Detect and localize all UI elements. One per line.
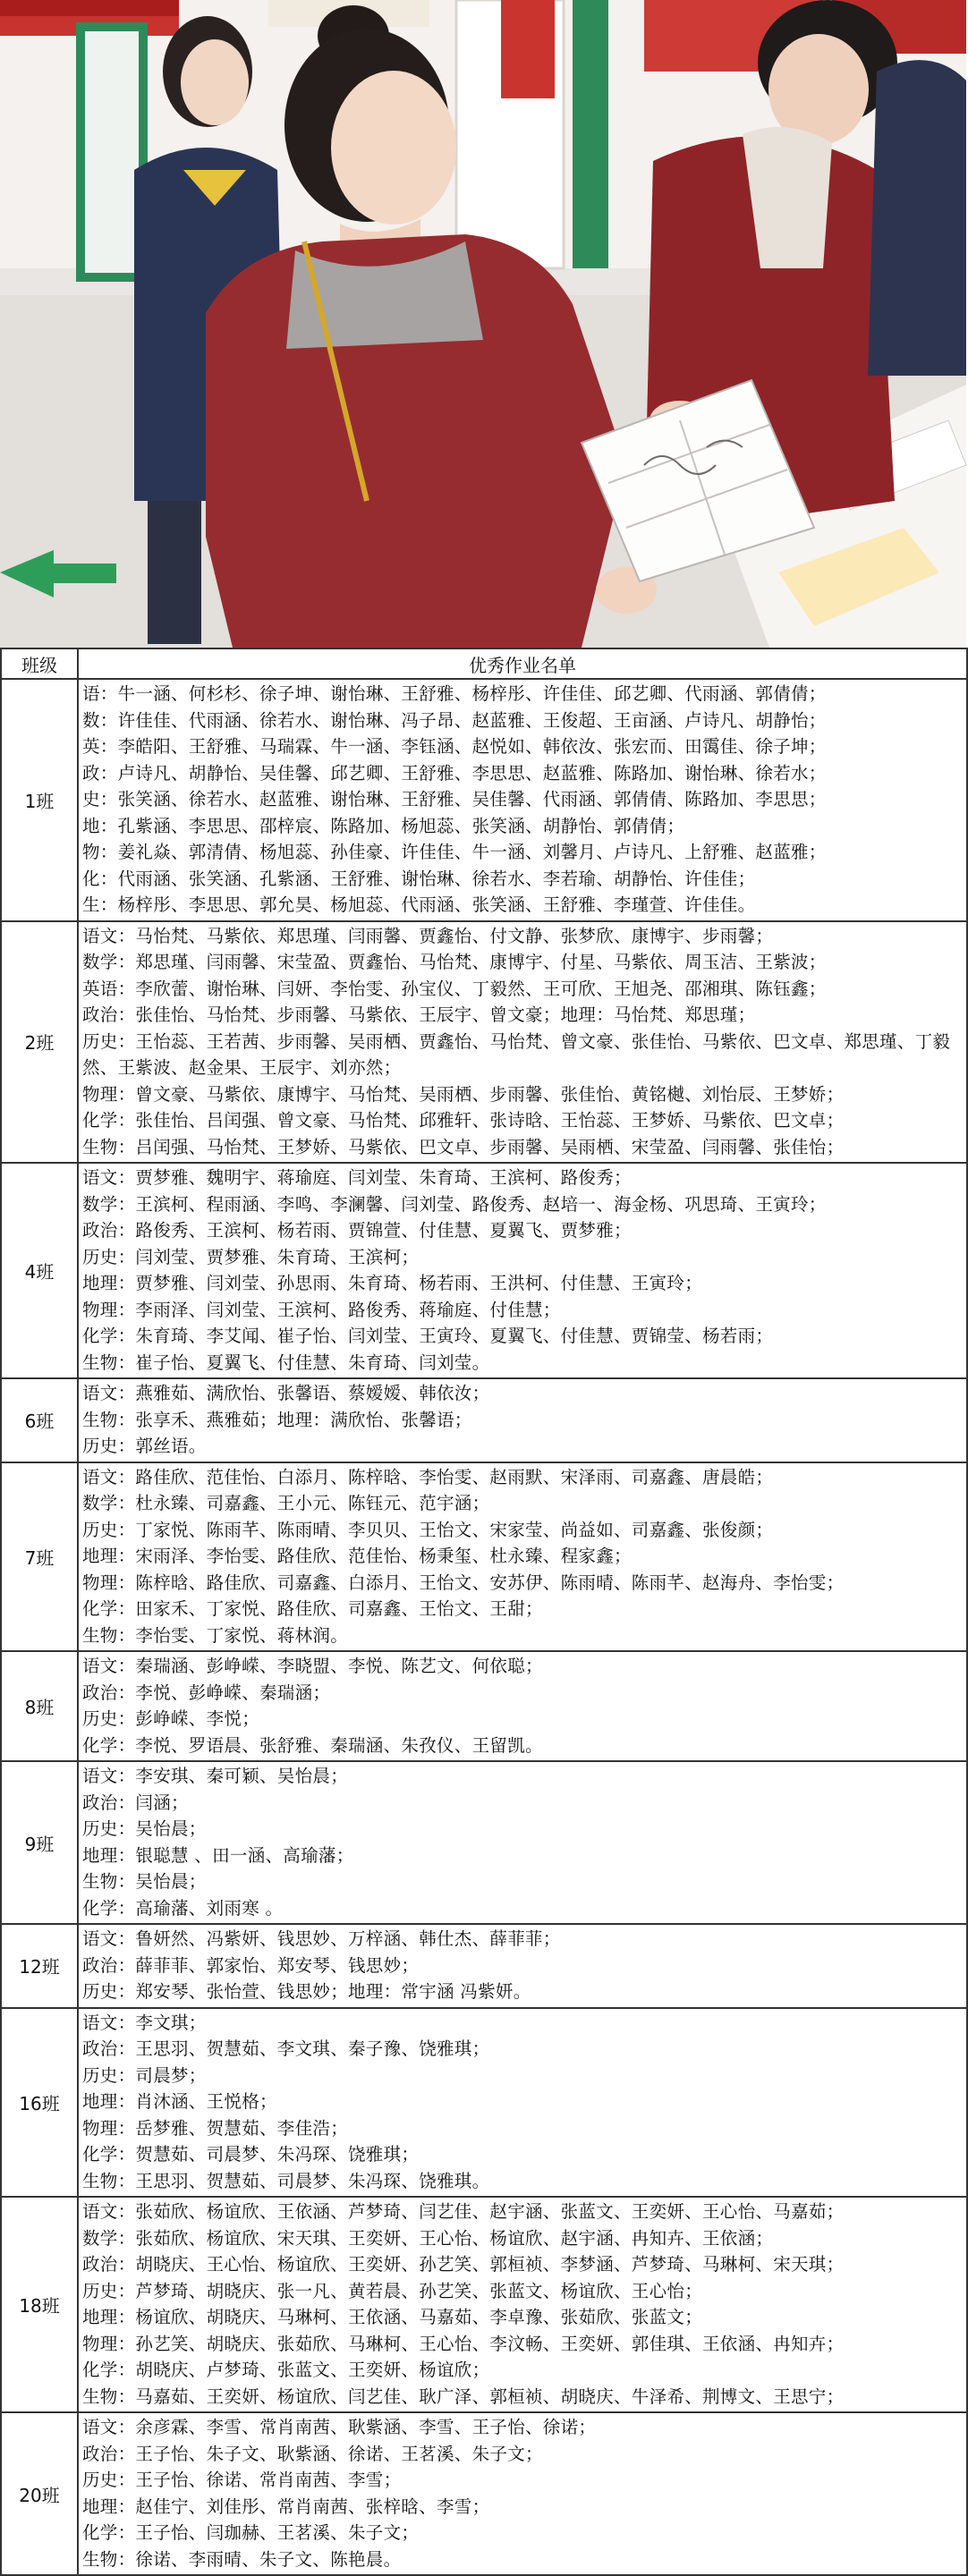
subject-line: 语文：李文琪； <box>82 2012 207 2033</box>
class-name-cell: 1班 <box>1 679 78 921</box>
class-name-cell: 7班 <box>1 1462 78 1652</box>
class-name-cell: 18班 <box>1 2197 78 2412</box>
subject-line: 化：代雨涵、张笑涵、孔紫涵、王舒雅、谢怡琳、徐若水、李若瑜、胡静怡、许佳佳； <box>82 868 756 889</box>
class-name-cell: 20班 <box>1 2412 78 2575</box>
subject-line: 物：姜礼焱、郭清倩、杨旭蕊、孙佳豪、许佳佳、牛一涵、刘馨月、卢诗凡、上舒雅、赵蓝雅； <box>82 842 827 862</box>
subject-line: 政治：薛菲菲、郭家怡、郑安琴、钱思妙； <box>82 1954 420 1976</box>
subject-line: 语文：李安琪、秦可颖、吴怡晨； <box>82 1766 349 1786</box>
student-names-cell <box>78 1651 967 1761</box>
student-names-cell <box>78 2197 967 2412</box>
table-header-row <box>1 648 967 679</box>
student-names-cell <box>78 2412 967 2575</box>
subject-line: 化学：田家禾、丁家悦、路佳欣、司嘉鑫、王怡文、王甜； <box>82 1598 543 1619</box>
student-names-cell <box>78 1378 967 1462</box>
subject-line: 地：孔紫涵、李思思、邵梓宸、陈路加、杨旭蕊、张笑涵、胡静怡、郭倩倩； <box>82 815 685 836</box>
student-names-cell <box>78 1163 967 1378</box>
subject-line: 语文：贾梦雅、魏明宇、蒋瑜庭、闫刘莹、朱育琦、王滨柯、路俊秀； <box>82 1167 632 1188</box>
subject-line: 化学：贺慧茹、司晨梦、朱冯琛、饶雅琪； <box>82 2144 420 2165</box>
subject-line: 物理：岳梦雅、贺慧茹、李佳浩； <box>82 2117 349 2139</box>
subject-line: 政治：王子怡、朱子文、耿紫涵、徐诺、王茗溪、朱子文； <box>82 2443 543 2464</box>
subject-line: 化学：王子怡、闫珈赫、王茗溪、朱子文； <box>82 2522 420 2543</box>
subject-line: 地理：肖沐涵、王悦格； <box>82 2091 277 2112</box>
table-body <box>1 679 967 2575</box>
green-door-frame <box>81 27 143 277</box>
subject-line: 语文：余彦霖、李雪、常肖南茜、耿紫涵、李雪、王子怡、徐诺； <box>82 2417 597 2437</box>
class-name-cell: 8班 <box>1 1651 78 1761</box>
subject-line: 生物：马嘉茹、王奕妍、杨谊欣、闫艺佳、耿广泽、郭桓祯、胡晓庆、牛泽希、荆博文、王思宁； <box>82 2385 845 2407</box>
subject-line: 化学：张佳怡、吕闰强、曾文豪、马怡梵、邱雅轩、张诗晗、王怡蕊、王梦娇、马紫依、巴文卓； <box>82 1110 845 1131</box>
subject-line: 物理：李雨泽、闫刘莹、王滨柯、路俊秀、蒋瑜庭、付佳慧； <box>82 1299 561 1320</box>
subject-line: 地理：宋雨泽、李怡雯、路佳欣、范佳怡、杨秉玺、杜永臻、程家鑫； <box>82 1546 632 1566</box>
subject-line: 数学：张茹欣、杨谊欣、宋天琪、王奕妍、王心怡、杨谊欣、赵宇涵、冉知卉、王依涵； <box>82 2227 774 2249</box>
subject-line: 生：杨梓彤、李思思、郭允昊、杨旭蕊、代雨涵、张笑涵、王舒雅、李瑾萱、许佳佳。 <box>82 894 756 915</box>
student-left-face <box>181 39 249 125</box>
names-column-header: 优秀作业名单 <box>78 648 967 679</box>
subject-line: 历史：郑安琴、张怡萱、钱思妙；地理：常宇涵 冯紫妍。 <box>82 1981 531 2002</box>
student-names-cell <box>78 1924 967 2008</box>
student-names-cell <box>78 1462 967 1652</box>
table-row <box>1 1651 967 1761</box>
subject-line: 史：张笑涵、徐若水、赵蓝雅、谢怡琳、王舒雅、吴佳馨、代雨涵、郭倩倩、陈路加、李思思； <box>82 789 827 809</box>
subject-line: 语文：燕雅茹、满欣怡、张馨语、蔡嫒嫒、韩依汝； <box>82 1383 490 1403</box>
subject-line: 生物：李怡雯、丁家悦、蒋林润。 <box>82 1624 349 1646</box>
subject-line: 历史：郭丝语。 <box>82 1436 207 1456</box>
subject-line: 政治：闫涵； <box>82 1792 189 1813</box>
table-row <box>1 1462 967 1652</box>
subject-line: 物理：陈梓晗、路佳欣、司嘉鑫、白添月、王怡文、安苏伊、陈雨晴、陈雨芊、赵海舟、李怡雯； <box>82 1572 845 1593</box>
table-row <box>1 2197 967 2412</box>
student-names-cell <box>78 1761 967 1924</box>
subject-line: 语文：鲁妍然、冯紫妍、钱思妙、万梓涵、韩仕杰、薛菲菲； <box>82 1928 561 1949</box>
subject-line: 语文：张茹欣、杨谊欣、王依涵、芦梦琦、闫艺佳、赵宇涵、张蓝文、王奕妍、王心怡、马嘉茹； <box>82 2201 845 2222</box>
class-name-cell: 2班 <box>1 921 78 1164</box>
subject-line: 物理：孙艺笑、胡晓庆、张茹欣、马琳柯、王心怡、李汶畅、王奕妍、郭佳琪、王依涵、冉知卉； <box>82 2333 845 2354</box>
table-row <box>1 1761 967 1924</box>
table-row <box>1 1163 967 1378</box>
table-row <box>1 1378 967 1462</box>
subject-line: 语文：秦瑞涵、彭峥嵘、李晓盟、李悦、陈艺文、何依聪； <box>82 1656 543 1676</box>
main-student-face <box>331 71 456 225</box>
student-names-cell <box>78 921 967 1164</box>
class-column-header: 班级 <box>1 648 78 679</box>
subject-line: 历史：王怡蕊、王若茜、步雨馨、吴雨栖、贾鑫怡、马怡梵、曾文豪、张佳怡、马紫依、巴文卓、郑思瑾、丁毅然、王紫波、赵金果、王辰宇、刘亦然； <box>82 1030 951 1078</box>
subject-line: 政：卢诗凡、胡静怡、吴佳馨、邱艺卿、王舒雅、李思思、赵蓝雅、陈路加、谢怡琳、徐若水； <box>82 762 827 784</box>
table-row <box>1 2008 967 2198</box>
red-poster <box>501 0 555 98</box>
subject-line: 生物：王思羽、贺慧茹、司晨梦、朱冯琛、饶雅琪。 <box>82 2170 490 2191</box>
subject-line: 地理：赵佳宁、刘佳彤、常肖南茜、张梓晗、李雪； <box>82 2496 490 2517</box>
subject-line: 化学：李悦、罗语晨、张舒雅、秦瑞涵、朱孜仪、王留凯。 <box>82 1734 543 1756</box>
table-row <box>1 1924 967 2008</box>
class-name-cell: 9班 <box>1 1761 78 1924</box>
subject-line: 政治：李悦、彭峥嵘、秦瑞涵； <box>82 1682 331 1703</box>
subject-line: 历史：闫刘莹、贾梦雅、朱育琦、王滨柯； <box>82 1246 420 1267</box>
subject-line: 生物：徐诺、李雨晴、朱子文、陈艳晨。 <box>82 2548 402 2570</box>
subject-line: 化学：高瑜藩、刘雨寒 。 <box>82 1897 284 1919</box>
subject-line: 政治：王思羽、贺慧茹、李文琪、秦子豫、饶雅琪； <box>82 2038 490 2059</box>
subject-line: 数学：郑思瑾、闫雨馨、宋莹盈、贾鑫怡、马怡梵、康博宇、付星、马紫依、周玉洁、王紫波； <box>82 952 827 972</box>
subject-line: 语文：马怡梵、马紫依、郑思瑾、闫雨馨、贾鑫怡、付文静、张梦欣、康博宇、步雨馨； <box>82 925 774 946</box>
table-row <box>1 921 967 1164</box>
student-names-cell <box>78 679 967 921</box>
subject-line: 英语：李欣蕾、谢怡琳、闫妍、李怡雯、孙宝仪、丁毅然、王可欣、王旭尧、邵湘琪、陈钰鑫； <box>82 978 827 999</box>
subject-line: 政治：张佳怡、马怡梵、步雨馨、马紫依、王辰宇、曾文豪；地理：马怡梵、郑思瑾； <box>82 1004 756 1025</box>
subject-line: 历史：王子怡、徐诺、常肖南茜、李雪； <box>82 2470 402 2490</box>
subject-line: 历史：芦梦琦、胡晓庆、张一凡、黄若晨、孙艺笑、张蓝文、杨谊欣、王心怡； <box>82 2280 703 2301</box>
subject-line: 数：许佳佳、代雨涵、徐若水、谢怡琳、冯子昂、赵蓝雅、王俊超、王亩涵、卢诗凡、胡静怡； <box>82 709 827 731</box>
table-row <box>1 679 967 921</box>
subject-line: 地理：银聪慧 、田一涵、高瑜藩； <box>82 1844 354 1866</box>
subject-line: 地理：贾梦雅、闫刘莹、孙思雨、朱育琦、杨若雨、王洪柯、付佳慧、王寅玲； <box>82 1273 703 1293</box>
subject-line: 历史：司晨梦； <box>82 2064 207 2086</box>
subject-line: 语文：路佳欣、范佳怡、白添月、陈梓晗、李怡雯、赵雨默、宋泽雨、司嘉鑫、唐晨皓； <box>82 1466 774 1487</box>
subject-line: 地理：杨谊欣、胡晓庆、马琳柯、王依涵、马嘉茹、李卓豫、张茹欣、张蓝文； <box>82 2307 703 2327</box>
classroom-scene-illustration <box>0 0 966 648</box>
subject-line: 政治：胡晓庆、王心怡、杨谊欣、王奕妍、孙艺笑、郭桓祯、李梦涵、芦梦琦、马琳柯、宋天琪； <box>82 2254 845 2275</box>
class-name-cell: 16班 <box>1 2008 78 2198</box>
subject-line: 生物：张享禾、燕雅茹；地理：满欣怡、张馨语； <box>82 1409 472 1430</box>
table-row <box>1 2412 967 2575</box>
subject-line: 物理：曾文豪、马紫依、康博宇、马怡梵、吴雨栖、步雨馨、张佳怡、黄铭樾、刘怡辰、王梦娇； <box>82 1083 845 1105</box>
subject-line: 历史：彭峥嵘、李悦； <box>82 1708 260 1729</box>
header-photo <box>0 0 966 648</box>
subject-line: 生物：崔子怡、夏翼飞、付佳慧、朱育琦、闫刘莹。 <box>82 1352 490 1373</box>
subject-line: 数学：王滨柯、程雨涵、李鸣、李澜馨、闫刘莹、路俊秀、赵培一、海金杨、巩思琦、王寅玲； <box>82 1193 827 1215</box>
subject-line: 政治：路俊秀、王滨柯、杨若雨、贾锦萱、付佳慧、夏翼飞、贾梦雅； <box>82 1220 632 1241</box>
subject-line: 历史：吴怡晨； <box>82 1818 207 1839</box>
subject-line: 历史：丁家悦、陈雨芊、陈雨晴、李贝贝、王怡文、宋家莹、尚益如、司嘉鑫、张俊颜； <box>82 1519 774 1540</box>
class-name-cell: 4班 <box>1 1163 78 1378</box>
subject-line: 化学：胡晓庆、卢梦琦、张蓝文、王奕妍、杨谊欣； <box>82 2360 490 2380</box>
green-pillar <box>573 0 608 268</box>
subject-line: 语：牛一涵、何杉杉、徐子坤、谢怡琳、王舒雅、杨梓彤、许佳佳、邱艺卿、代雨涵、郭倩倩； <box>82 683 827 704</box>
student-names-cell <box>78 2008 967 2198</box>
subject-line: 英：李皓阳、王舒雅、马瑞霖、牛一涵、李钰涵、赵悦如、韩依汝、张宏而、田霭佳、徐子坤； <box>82 736 827 757</box>
subject-line: 生物：吕闰强、马怡梵、王梦娇、马紫依、巴文卓、步雨馨、吴雨栖、宋莹盈、闫雨馨、张佳怡； <box>82 1136 845 1157</box>
subject-line: 数学：杜永臻、司嘉鑫、王小元、陈钰元、范宇涵； <box>82 1493 490 1513</box>
class-name-cell: 6班 <box>1 1378 78 1462</box>
class-name-cell: 12班 <box>1 1924 78 2008</box>
subject-line: 化学：朱育琦、李艾闻、崔子怡、闫刘莹、王寅玲、夏翼飞、付佳慧、贾锦莹、杨若雨； <box>82 1326 774 1346</box>
subject-line: 生物：吴怡晨； <box>82 1871 207 1892</box>
student-far-right <box>868 60 966 376</box>
excellent-homework-table <box>0 648 968 2576</box>
